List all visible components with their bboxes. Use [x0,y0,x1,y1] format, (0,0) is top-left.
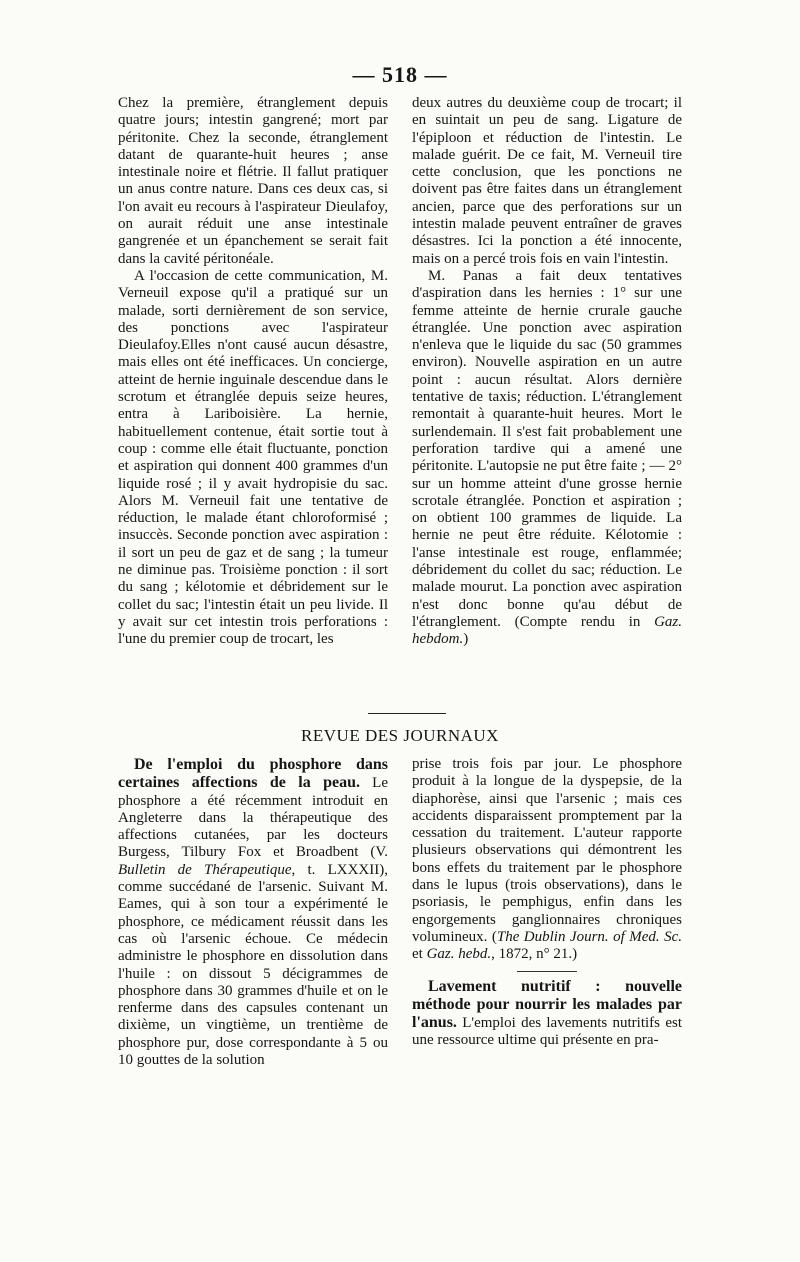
section-title: REVUE DES JOURNAUX [301,726,499,745]
paragraph [412,756,682,964]
citation: The Dublin Journ. of Med. Sc. [496,928,683,945]
paragraph-text: , 1872, n° 21.) [491,946,578,963]
article-title: De l'emploi du phosphore dans certaines affections de la peau. [118,756,388,792]
article-paragraph [412,978,682,1050]
citation: Gaz. hebd. [426,946,492,963]
paragraph-text: prise trois fois par jour. Le phosphore produit à la longue de la dyspepsie, de la diaphorèse, ainsi que l'arsenic ; mais ces accidents disparaissent promptement par la cessation du traitement. L'auteur rapporte plusieurs observations qui démontrent les bons effets du traitement par le phosphore dans le lupus (trois observations), dans le psoriasis, le pemphigus, enfin dans les engorgements ganglionnaires chroniques volumineux. ( [412,756,682,945]
paragraph [412,268,682,649]
section-divider [368,713,446,714]
citation: Bulletin de Thérapeutique [118,861,292,878]
article-title: Lavement nutritif : nouvelle méthode pour nourrir les malades par l'anus. [412,977,682,1032]
paragraph: A l'occasion de cette communication, M. Verneuil expose qu'il a pratiqué sur un malade, sorti dernièrement de son service, des ponctions avec l'aspirateur Dieulafoy.Elles n'ont causé aucun désastre, mais elles ont été inefficaces. Un concierge, atteint de hernie inguinale descendue dans le scrotum et étranglée depuis seize heures, entra à Lariboisière. La hernie, habituellement contenue, était sortie tout à coup : comme elle était fluctuante, ponction et aspiration qui donnent 400 grammes d'un liquide rosé ; il y avait hydropisie du sac. Alors M. Verneuil fait une tentative de réduction, le malade étant chloroformisé ; insuccès. Seconde ponction avec aspiration : il sort un peu de gaz et de sang ; la tumeur ne diminue pas. Troisième ponction : il sort du sang ; kélotomie et débridement sur le collet du sac; l'intestin était un peu livide. Il y avait sur cet intestin trois perforations : l'une du premier coup de trocart, les [118,267,388,648]
page-number: — 518 — [352,62,448,87]
top-right-column [412,95,682,649]
paragraph-text: M. Panas a fait deux tentatives d'aspiration dans les hernies : 1° sur une femme atteinte de hernie crurale gauche étranglée. Une ponction avec aspiration n'enleva que le liquide du sac (50 grammes environ). Nouvelle aspiration en un autre point : aucun résultat. Alors dernière tentative de taxis; réduction. L'étranglement remontait à quarante-huit heures. Mort le surlendemain. Il s'est fait probablement une perforation tardive qui a amené une péritonite. L'autopsie ne put être faite ; — 2° sur un homme atteint d'une grosse hernie scrotale étranglée. Ponction et aspiration ; on obtient 100 grammes de liquide. La hernie ne peut être réduite. Kélotomie : l'anse intestinale est rouge, enflammée; débridement du collet du sac; réduction. Le malade mourut. La ponction avec aspiration n'est donc bonne qu'au début de l'étranglement. (Compte rendu in [412,267,682,630]
citation: Gaz. hebdom. [412,613,683,648]
paragraph-text: Le phosphore a été récemment introduit en Angleterre dans la thérapeutique des affections cutanées, par les docteurs Burgess, Tilbury Fox et Broadbent (V. [118,775,389,861]
bottom-right-column [412,756,682,1050]
paragraph: deux autres du deuxième coup de trocart; il en suintait un peu de sang. Ligature de l'épiploon et réduction de l'intestin. Le malade guérit. De ce fait, M. Verneuil tire cette conclusion, que les ponctions ne doivent pas être faites dans un étranglement ancien, parce que des perforations sur un intestin malade peuvent entraîner de graves désastres. Ici la ponction a été innocente, mais on a percé trois fois en vain l'intestin. [412,95,682,267]
paragraph-text: L'emploi des lavements nutritifs est une ressource ultime qui présente en pra- [412,1015,682,1049]
bottom-left-column [118,756,388,1069]
paragraph-text: ) [463,631,469,648]
top-left-column [118,95,388,649]
paragraph-text: , t. LXXXII), comme succédané de l'arsenic. Suivant M. Eames, qui à son tour a expérimenté le phosphore, ce médicament réussit dans les cas où l'arsenic échoue. Ce médecin administre le phosphore en dissolution dans l'huile : on dissout 5 décigrammes de phosphore dans 30 grammes d'huile et on le renferme dans des capsules contenant un dixième, un vingtième, un trentième de phosphore pur, dose correspondante à 5 ou 10 gouttes de la solution [118,861,388,1069]
article-divider [517,971,577,972]
paragraph-text: et [412,946,427,963]
article-paragraph [118,756,388,1069]
paragraph: Chez la première, étranglement depuis quatre jours; intestin gangrené; mort par péritonite. Chez la seconde, étranglement datant de quarante-huit heures ; anse intestinale noire et flétrie. Il fallut pratiquer un anus contre nature. Dans ces deux cas, si l'on avait eu recours à l'aspirateur Dieulafoy, on aurait réduit une anse intestinale gangrenée et un épanchement se serait fait dans la cavité péritonéale. [118,95,388,267]
